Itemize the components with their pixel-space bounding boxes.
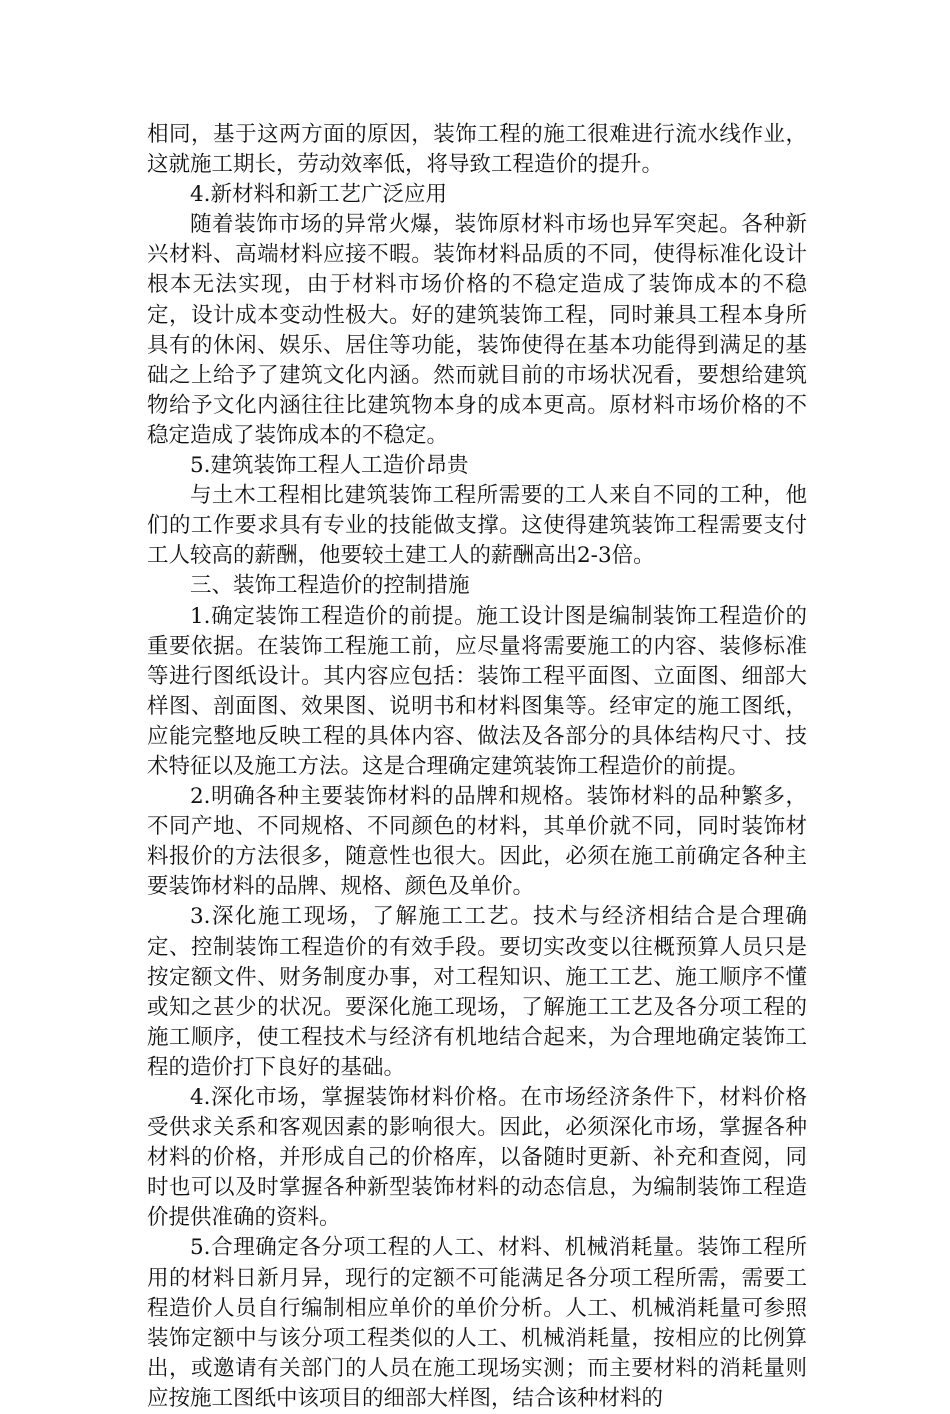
paragraph-measure-3: 3.深化施工现场，了解施工工艺。技术与经济相结合是合理确定、控制装饰工程造价的有效手段。要切实改变以往概预算人员只是按定额文件、财务制度办事，对工程知识、施工工艺、施工顺序不懂或知之甚少的状况。要深化施工现场，了解施工工艺及各分项工程的施工顺序，使工程技术与经济有机地结合起来，为合理地确定装饰工程的造价打下良好的基础。 xyxy=(147,904,807,1080)
paragraph-labor-cost: 与土木工程相比建筑装饰工程所需要的工人来自不同的工种，他们的工作要求具有专业的技能做支撑。这使得建筑装饰工程需要支付工人较高的薪酬，他要较土建工人的薪酬高出2-3倍。 xyxy=(147,483,807,569)
paragraph-measure-4: 4.深化市场，掌握装饰材料价格。在市场经济条件下，材料价格受供求关系和客观因素的影响很大。因此，必须深化市场，掌握各种材料的价格，并形成自己的价格库，以备随时更新、补充和查阅，同时也可以及时掌握各种新型装饰材料的动态信息，为编制装饰工程造价提供准确的资料。 xyxy=(147,1085,807,1231)
paragraph-measure-1: 1.确定装饰工程造价的前提。施工设计图是编制装饰工程造价的重要依据。在装饰工程施工前，应尽量将需要施工的内容、装修标准等进行图纸设计。其内容应包括：装饰工程平面图、立面图、细部大样图、剖面图、效果图、说明书和材料图集等。经审定的施工图纸，应能完整地反映工程的具体内容、做法及各部分的具体结构尺寸、技术特征以及施工方法。这是合理确定建筑装饰工程造价的前提。 xyxy=(147,603,807,779)
document-body xyxy=(147,120,807,1414)
paragraph-measure-2: 2.明确各种主要装饰材料的品牌和规格。装饰材料的品种繁多，不同产地、不同规格、不同颜色的材料，其单价就不同，同时装饰材料报价的方法很多，随意性也很大。因此，必须在施工前确定各种主要装饰材料的品牌、规格、颜色及单价。 xyxy=(147,784,807,900)
section-heading-labor-cost: 5.建筑装饰工程人工造价昂贵 xyxy=(190,453,469,479)
chapter-heading-control-measures: 三、装饰工程造价的控制措施 xyxy=(190,573,470,599)
section-heading-new-materials: 4.新材料和新工艺广泛应用 xyxy=(190,182,448,208)
paragraph-measure-5: 5.合理确定各分项工程的人工、材料、机械消耗量。装饰工程所用的材料日新月异，现行的定额不可能满足各分项工程所需，需要工程造价人员自行编制相应单价的单价分析。人工、机械消耗量可参照装饰定额中与该分项工程类似的人工、机械消耗量，按相应的比例算出，或邀请有关部门的人员在施工现场实测；而主要材料的消耗量则应按施工图纸中该项目的细部大样图，结合该种材料的 xyxy=(147,1235,807,1411)
paragraph-continuation: 相同，基于这两方面的原因，装饰工程的施工很难进行流水线作业，这就施工期长，劳动效率低，将导致工程造价的提升。 xyxy=(147,122,807,178)
paragraph-new-materials: 随着装饰市场的异常火爆，装饰原材料市场也异军突起。各种新兴材料、高端材料应接不暇。装饰材料品质的不同，使得标准化设计根本无法实现，由于材料市场价格的不稳定造成了装饰成本的不稳定，设计成本变动性极大。好的建筑装饰工程，同时兼具工程本身所具有的休闲、娱乐、居住等功能，装饰使得在基本功能得到满足的基础之上给予了建筑文化内涵。然而就目前的市场状况看，要想给建筑物给予文化内涵往往比建筑物本身的成本更高。原材料市场价格的不稳定造成了装饰成本的不稳定。 xyxy=(147,212,807,448)
